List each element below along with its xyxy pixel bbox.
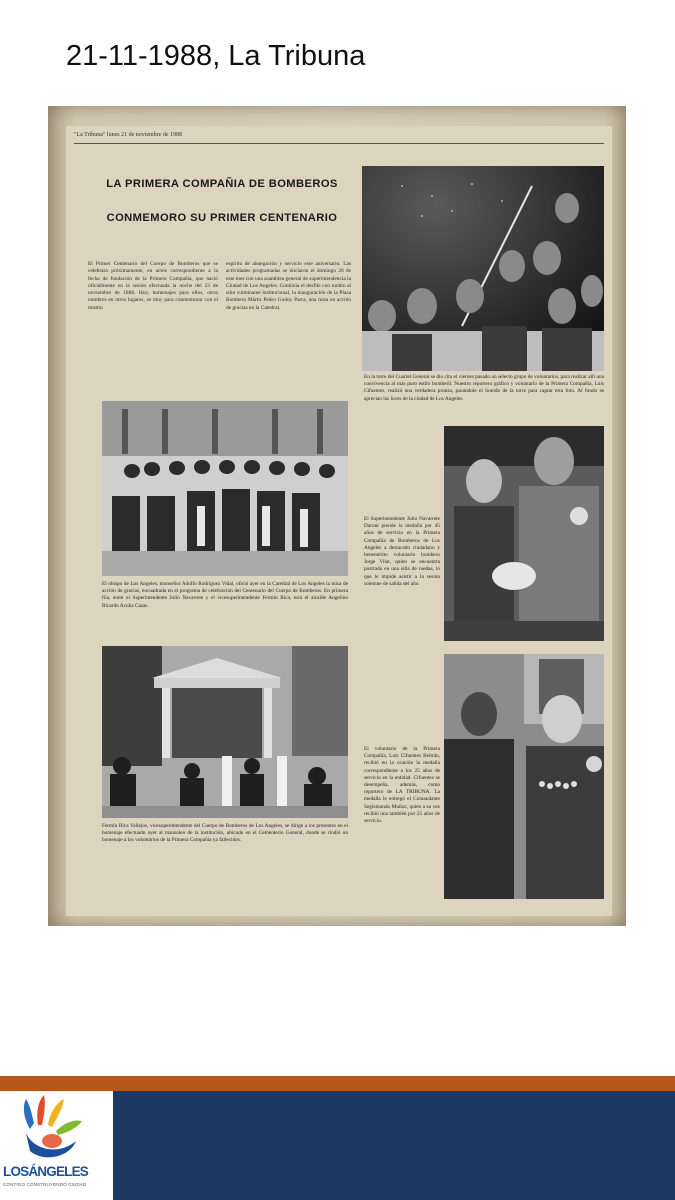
photo-cathedral-mass-image bbox=[102, 401, 348, 576]
slide-title: 21-11-1988, La Tribuna bbox=[66, 40, 366, 72]
photo-medal-volunteer-image bbox=[444, 654, 604, 899]
photo-medal-wheelchair-image bbox=[444, 426, 604, 641]
headline-block bbox=[88, 176, 356, 256]
header-rule bbox=[74, 143, 604, 144]
photo-firefighters-tower bbox=[362, 166, 604, 371]
headline-line-1: LA PRIMERA COMPAÑIA DE BOMBEROS bbox=[106, 178, 338, 190]
photo-medal-volunteer-caption: El voluntario de la Primera Compañía, Luis Cifuentes Beltrán, recibió en la ocasión la medalla correspondiente a los 25 años de servicio en la entidad. Cifuentes se desempeña, además, como reportero de LA TRIBUNA. La medalla le entregó el Comandante Segismundo Muñoz, quien a su vez recibió una también por 25 años de servicio. bbox=[364, 746, 440, 825]
article-column-1: El Primer Centenario del Cuerpo de Bomberos que se celebrará próximamente, en actos correspondiente a la fecha de fundación de la Primera Compañía, que nació oficialmente en la sesión efectuada la noche del 23 de noviembre de 1888. Hoy, homenajes para ellos, otros nombres en otros lugares, se muy para conmemorar con el mismo bbox=[88, 261, 218, 311]
logo-city-name: LOSÁNGELES bbox=[3, 1164, 89, 1179]
headline-line-2: CONMEMORO SU PRIMER CENTENARIO bbox=[106, 212, 338, 224]
city-logo bbox=[0, 1091, 113, 1200]
photo-mausoleum-image bbox=[102, 646, 348, 818]
photo-cathedral-mass bbox=[102, 401, 348, 576]
logo-tagline: CONTIGO CONSTRUYENDO CIUDAD bbox=[3, 1182, 87, 1187]
photo-medal-wheelchair-caption: El Superintendente Julio Navarrete Daroni prende la medalla por 45 años de servicio en la Primera Compañía de Bomberos de Los Angeles a destacado ciudadano y benemérito voluntario bombero Jorge Vilar, quien se encuentra postrado en una silla de ruedas, lo que le impide asistir a la sesión solemne de salida del año. bbox=[364, 516, 440, 587]
newspaper-page bbox=[66, 126, 612, 916]
photo-mausoleum-caption: Fermín Rica Vallejos, vicesuperintendente del Cuerpo de Bomberos de Los Angeles, se dirige a los presentes en el homenaje efectuado ayer al mausoleo de la institución, ubicado en el Cementerio General, donde se rindió un homenaje a los voluntarios de la Primera Compañía ya fallecidos. bbox=[102, 823, 348, 844]
photo-medal-volunteer bbox=[444, 654, 604, 899]
newspaper-header: "La Tribuna" lunes 21 de noviembre de 1988 bbox=[74, 132, 183, 138]
article-column-2: espíritu de abnegación y servicio este aniversario. Las actividades programadas se iniciaron el domingo 20 de este mes con una asamblea general de superintendencia la Ciudad de Los Angeles. Continúa el desfile con rumbo al sitio culminante institucional, la inauguración de la Plaza Bombero Mártir Pedro Godoy Parra, una misa en acción de gracias en la Catedral. bbox=[226, 261, 351, 311]
hands-logo-icon bbox=[0, 1091, 113, 1166]
footer-orange-stripe bbox=[0, 1076, 675, 1091]
photo-medal-wheelchair bbox=[444, 426, 604, 641]
photo-mausoleum bbox=[102, 646, 348, 818]
photo-firefighters-tower-image bbox=[362, 166, 604, 371]
newspaper-scan bbox=[48, 106, 626, 926]
photo-cathedral-mass-caption: El obispo de Los Angeles, monseñor Adolfo Rodríguez Vidal, ofició ayer en la Catedral de Los Angeles la misa de acción de gracias, encuadrada en el programa de celebración del Centenario del Cuerpo de Bomberos. En primera fila, entre el Superintendente Julio Navarrete y el vicesuperintendente Fermín Rica, está el alcalde Angelino Ricardo Acuña Casas. bbox=[102, 581, 348, 609]
photo-firefighters-tower-caption: En la torre del Cuartel General se dio cita el viernes pasado un selecto grupo de voluntarios, para realizar allí una convivencia al más puro estilo bomberil. Nuestro reportero gráfico y voluntario de la Primera Compañía, Luis Cifuentes, realizó una verdadera proeza, pasándole el Sonido de la torre para captar esta foto. Al fondo se aprecian las luces de la ciudad de Los Angeles. bbox=[364, 374, 604, 402]
